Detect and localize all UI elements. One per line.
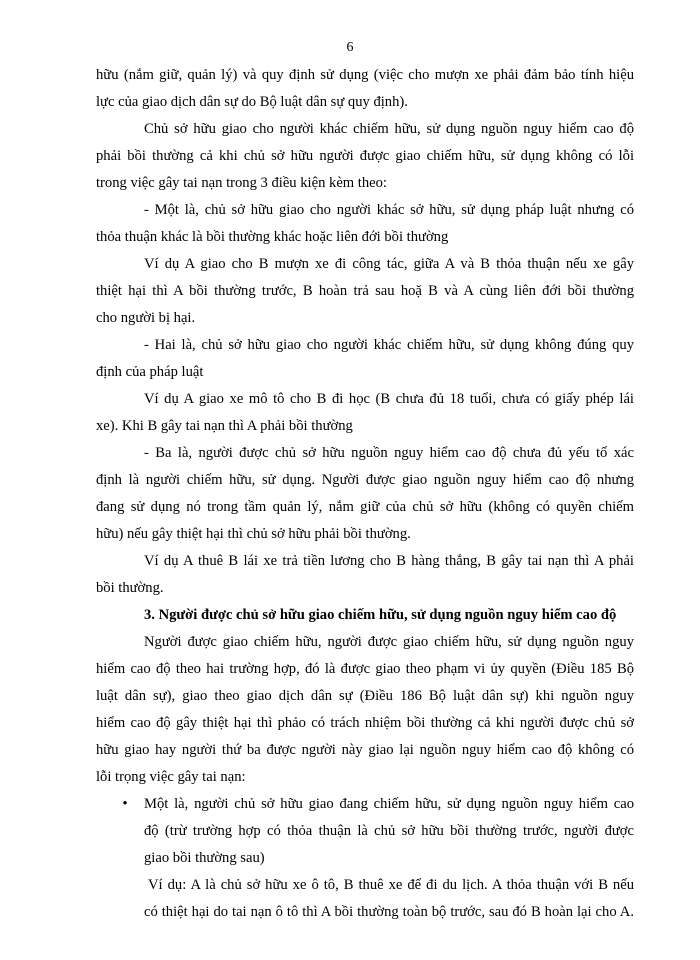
text-line: có thiệt hại do tai nạn ô tô thì A bồi thường toàn bộ trước, sau đó B hoàn lại cho A. bbox=[144, 904, 634, 920]
text-line: phải bồi thường cả khi chủ sở hữu người được giao chiếm hữu, sử dụng không có lỗi bbox=[96, 148, 634, 164]
text-line: đang sử dụng nó trong tầm quản lý, nắm giữ của chủ sở hữu (không có quyền chiếm bbox=[96, 499, 634, 515]
text-line: - Hai là, chủ sở hữu giao cho người khác chiếm hữu, sử dụng không đúng quy bbox=[144, 337, 634, 353]
text-line: định của pháp luật bbox=[96, 364, 204, 380]
text-line: Ví dụ A giao cho B mượn xe đi công tác, giữa A và B thỏa thuận nếu xe gây bbox=[144, 256, 634, 272]
text-line: luật dân sự), giao theo giao dịch dân sự (Điều 186 Bộ luật dân sự) khi nguồn nguy bbox=[96, 688, 634, 704]
text-line: thỏa thuận khác là bồi thường khác hoặc liên đới bồi thường bbox=[96, 229, 449, 245]
list-item: Một là, người chủ sở hữu giao đang chiếm hữu, sử dụng nguồn nguy hiểm cao bbox=[144, 796, 634, 812]
text-line: hữu giao hay người thứ ba được người này giao lại nguồn nguy hiểm cao độ không có bbox=[96, 742, 634, 758]
text-line: Ví dụ A giao xe mô tô cho B đi học (B chưa đủ 18 tuổi, chưa có giấy phép lái bbox=[144, 391, 634, 407]
section-heading: 3. Người được chủ sở hữu giao chiếm hữu, sử dụng nguồn nguy hiểm cao độ bbox=[144, 607, 617, 623]
text-line: thiệt hại thì A bồi thường trước, B hoàn trả sau hoặ B và A cùng liên đới bồi thường bbox=[96, 283, 634, 299]
text-line: cho người bị hại. bbox=[96, 310, 196, 326]
text-line: lỗi trọng việc gây tai nạn: bbox=[96, 769, 246, 785]
text-line: Ví dụ: A là chủ sở hữu xe ô tô, B thuê xe để đi du lịch. A thỏa thuận với B nếu bbox=[148, 877, 634, 893]
page-number: 6 bbox=[346, 40, 354, 55]
list-item: độ (trừ trường hợp có thỏa thuận là chủ sở hữu bồi thường trước, người được bbox=[144, 823, 634, 839]
text-line: xe). Khi B gây tai nạn thì A phải bồi thường bbox=[96, 418, 353, 434]
text-line: hiểm cao độ theo hai trường hợp, đó là được giao theo phạm vi ủy quyền (Điều 185 Bộ bbox=[96, 661, 634, 677]
text-line: trong việc gây tai nạn trong 3 điều kiện kèm theo: bbox=[96, 175, 387, 191]
bullet-icon: • bbox=[122, 796, 128, 812]
text-line: bồi thường. bbox=[96, 580, 164, 596]
text-line: - Ba là, người được chủ sở hữu nguồn nguy hiểm cao độ chưa đủ yếu tố xác bbox=[144, 445, 634, 461]
text-line: lực của giao dịch dân sự do Bộ luật dân sự quy định). bbox=[96, 94, 408, 110]
text-line: hữu (nắm giữ, quản lý) và quy định sử dụng (việc cho mượn xe phải đảm bảo tính hiệu bbox=[96, 67, 634, 83]
text-line: - Một là, chủ sở hữu giao cho người khác sở hữu, sử dụng pháp luật nhưng có bbox=[144, 202, 634, 218]
text-line: Người được giao chiếm hữu, người được giao chiếm hữu, sử dụng nguồn nguy bbox=[144, 634, 634, 650]
text-line: định là người chiếm hữu, sử dụng. Người được giao nguồn nguy hiểm cao độ nhưng bbox=[96, 472, 634, 488]
text-line: Chủ sở hữu giao cho người khác chiếm hữu, sử dụng nguồn nguy hiểm cao độ bbox=[144, 121, 634, 137]
text-line: hữu) nếu gây thiệt hại thì chủ sở hữu phải bồi thường. bbox=[96, 526, 411, 542]
text-line: Ví dụ A thuê B lái xe trả tiền lương cho B hàng thắng, B gây tai nạn thì A phải bbox=[144, 553, 634, 569]
list-item: giao bồi thường sau) bbox=[144, 850, 265, 866]
text-line: hiểm cao độ gây thiệt hại thì phảo có trách nhiệm bồi thường cả khi người được chủ sở bbox=[96, 715, 634, 731]
